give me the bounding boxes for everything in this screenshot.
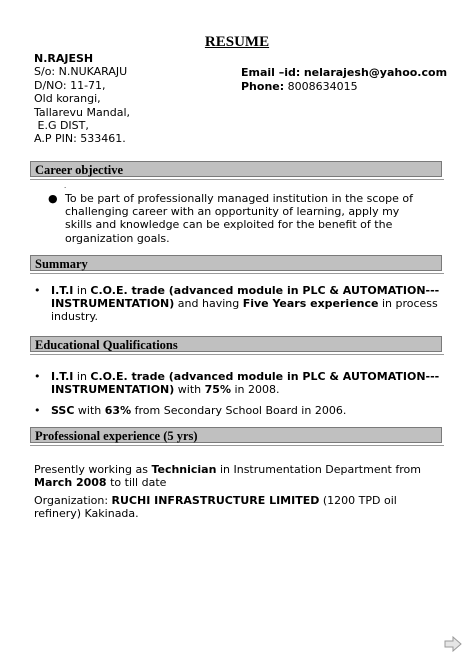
bullet-icon: • (34, 370, 41, 383)
email-value: nelarajesh@yahoo.com (303, 66, 448, 79)
section-rule (30, 354, 444, 355)
bullet-icon: ● (48, 192, 58, 205)
phone-value: 8008634015 (287, 80, 358, 93)
bullet-icon: • (34, 404, 41, 417)
address-line: Tallarevu Mandal, (34, 105, 130, 119)
address-line: Old korangi, (34, 92, 101, 106)
address-line: A.P PIN: 533461. (34, 132, 126, 146)
section-rule (30, 273, 444, 274)
section-career-objective: Career objective (30, 161, 442, 177)
education-item-iti: I.T.I in C.O.E. trade (advanced module in PLC & AUTOMATION---INSTRUMENTATION) with 75% in 2008. (51, 370, 440, 397)
section-education: Educational Qualifications (30, 336, 442, 352)
education-item-ssc: SSC with 63% from Secondary School Board in 2006. (51, 404, 347, 417)
bullet-icon: • (34, 284, 41, 297)
phone-line (241, 80, 447, 94)
section-experience: Professional experience (5 yrs) (30, 427, 442, 443)
experience-organization: Organization: RUCHI INFRASTRUCTURE LIMITED (1200 TPD oil refinery) Kakinada. (34, 494, 397, 521)
phone-label: Phone: (241, 80, 285, 93)
section-summary: Summary (30, 255, 442, 271)
email-label: Email –id: (241, 66, 301, 79)
address-block (34, 52, 130, 146)
address-line: E.G DIST, (34, 119, 89, 133)
next-page-arrow-icon[interactable] (444, 636, 462, 652)
stray-dot: . (64, 182, 67, 190)
email-line (241, 66, 447, 80)
experience-current: Presently working as Technician in Instrumentation Department from March 2008 to till date (34, 463, 421, 490)
address-line: S/o: N.NUKARAJU (34, 65, 128, 79)
resume-title: RESUME (204, 34, 270, 50)
section-rule (30, 445, 444, 446)
objective-text: To be part of professionally managed institution in the scope of challenging career with an opportunity of learning, apply my skills and knowledge can be exploited for the benefit of the organization goals. (65, 192, 413, 245)
candidate-name: N.RAJESH (34, 52, 94, 65)
contact-block (241, 66, 447, 94)
section-rule (30, 179, 444, 180)
summary-text: I.T.I in C.O.E. trade (advanced module in PLC & AUTOMATION---INSTRUMENTATION) and having Five Years experience in process industry. (51, 284, 440, 324)
address-line: D/NO: 11-71, (34, 78, 106, 92)
